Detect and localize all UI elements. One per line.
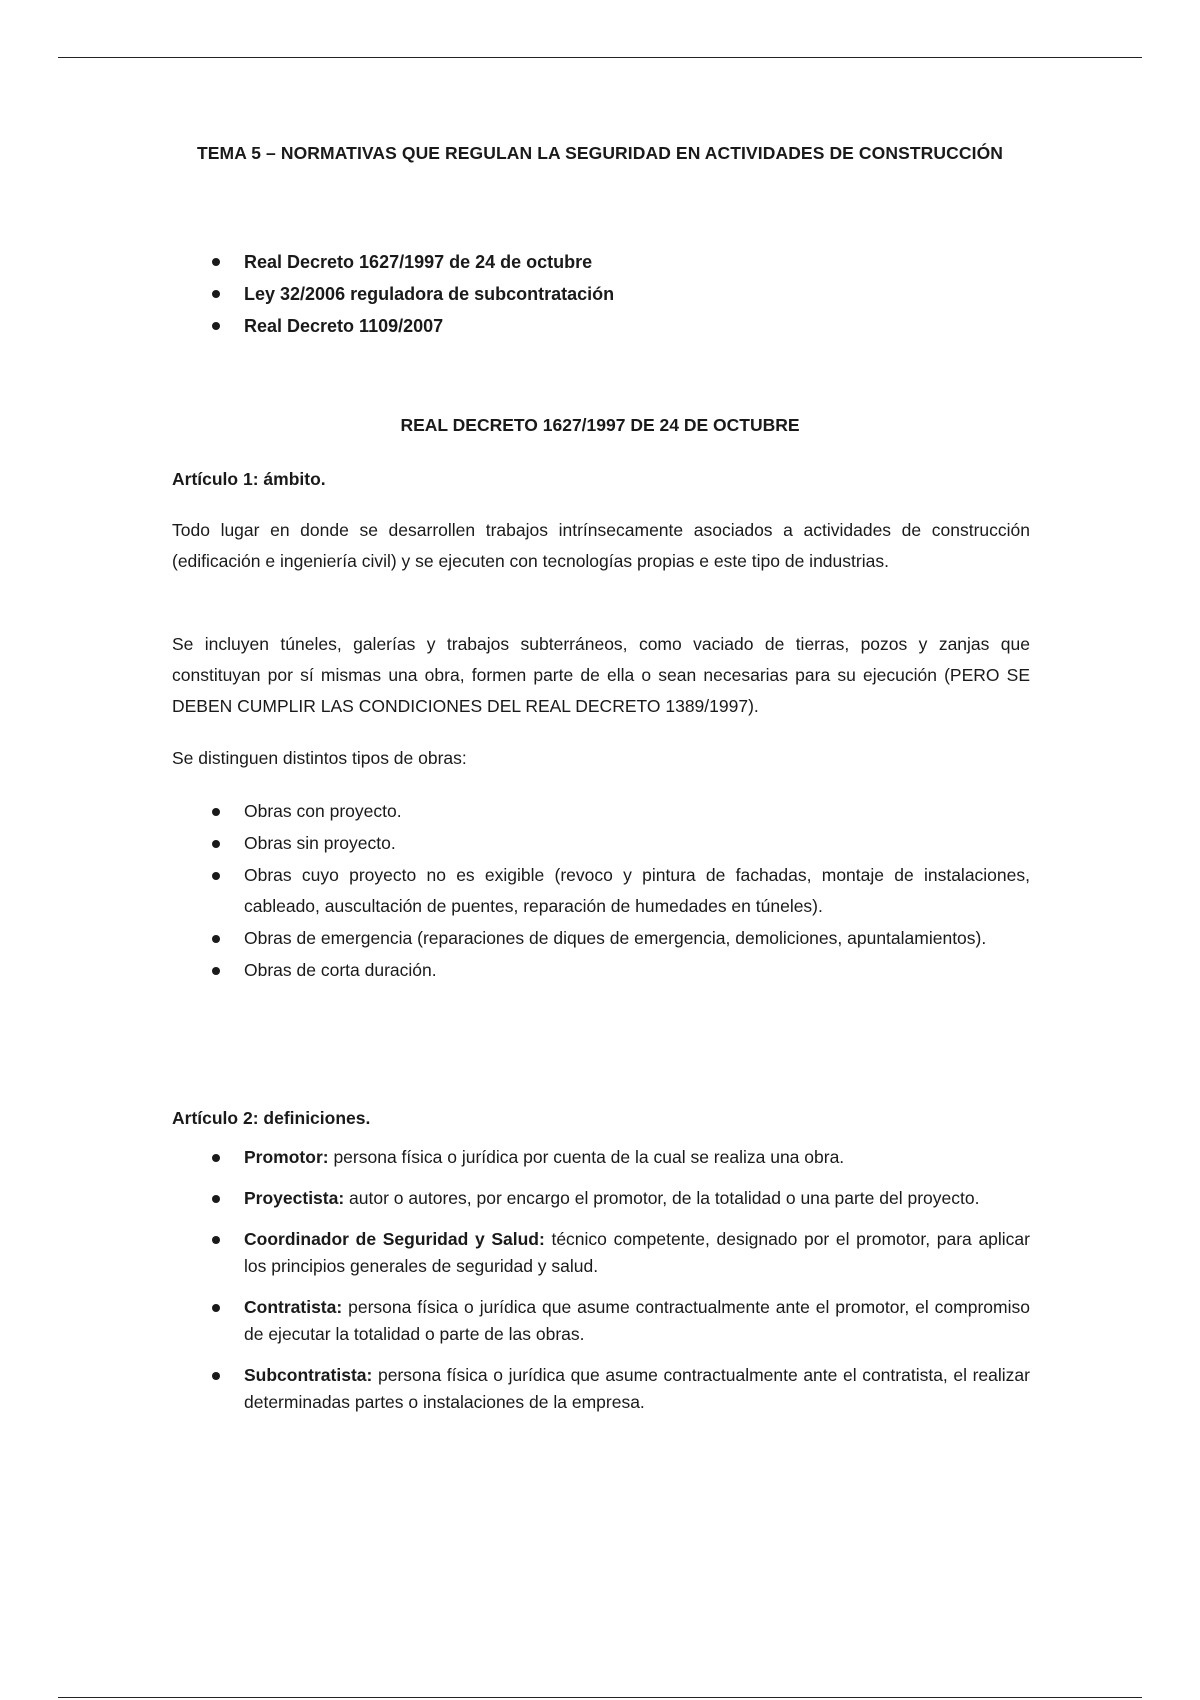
page-title: TEMA 5 – NORMATIVAS QUE REGULAN LA SEGURIDAD EN ACTIVIDADES DE CONSTRUCCIÓN (196, 143, 1004, 163)
top-rule (58, 57, 1142, 58)
definition-text: persona física o jurídica que asume contractualmente ante el contratista, el realizar determinadas partes o instalaciones de la empresa. (244, 1365, 1030, 1412)
article1-paragraph-3: Se distinguen distintos tipos de obras: (172, 748, 467, 768)
definition-term: Promotor: (244, 1147, 329, 1167)
definition-text: persona física o jurídica que asume contractualmente ante el promotor, el compromiso de ejecutar la totalidad o parte de las obras. (244, 1297, 1030, 1344)
bullet-icon (212, 1372, 220, 1380)
list-item: Obras cuyo proyecto no es exigible (revoco y pintura de fachadas, montaje de instalaciones, cableado, auscultación de puentes, reparación de humedades en túneles). (172, 860, 1030, 922)
bullet-icon (212, 1195, 220, 1203)
definition-text: técnico competente, designado por el promotor, para aplicar los principios generales de seguridad y salud. (244, 1229, 1030, 1276)
bullet-icon (212, 935, 220, 943)
article1-heading: Artículo 1: ámbito. (172, 469, 326, 489)
section-title: REAL DECRETO 1627/1997 DE 24 DE OCTUBRE (400, 415, 800, 435)
list-item: Real Decreto 1109/2007 (172, 310, 614, 342)
bullet-icon (212, 840, 220, 848)
list-item: Ley 32/2006 reguladora de subcontratación (172, 278, 614, 310)
bullet-icon (212, 808, 220, 816)
bullet-icon (212, 967, 220, 975)
list-item: Obras con proyecto. (172, 796, 1030, 827)
definition-item (172, 1362, 1030, 1416)
definition-item (172, 1185, 1030, 1212)
definition-term: Contratista: (244, 1297, 343, 1317)
definition-text: autor o autores, por encargo el promotor, de la totalidad o una parte del proyecto. (344, 1188, 980, 1208)
definitions-list (172, 1144, 1030, 1430)
article2-heading: Artículo 2: definiciones. (172, 1108, 371, 1128)
list-item: Real Decreto 1627/1997 de 24 de octubre (172, 246, 614, 278)
bullet-icon (212, 258, 220, 266)
bullet-icon (212, 290, 220, 298)
bullet-icon (212, 872, 220, 880)
definition-item (172, 1294, 1030, 1348)
bullet-icon (212, 1304, 220, 1312)
bottom-rule (58, 1697, 1142, 1698)
article1-paragraph-2: Se incluyen túneles, galerías y trabajos subterráneos, como vaciado de tierras, pozos y zanjas que constituyan por sí mismas una obra, formen parte de ella o sean necesarias para su ejecución (PERO SE DEBEN CUMPLIR LAS CONDICIONES DEL REAL DECRETO 1389/1997). (172, 634, 1030, 716)
definition-text: persona física o jurídica por cuenta de la cual se realiza una obra. (328, 1147, 845, 1167)
works-types-list (172, 796, 1030, 987)
bullet-icon (212, 322, 220, 330)
definition-term: Subcontratista: (244, 1365, 373, 1385)
definition-item (172, 1144, 1030, 1171)
definition-item (172, 1226, 1030, 1280)
list-item: Obras de emergencia (reparaciones de diques de emergencia, demoliciones, apuntalamientos). (172, 923, 1030, 954)
bullet-icon (212, 1154, 220, 1162)
list-item: Obras de corta duración. (172, 955, 1030, 986)
laws-list (172, 246, 614, 342)
list-item: Obras sin proyecto. (172, 828, 1030, 859)
article1-paragraph-1: Todo lugar en donde se desarrollen trabajos intrínsecamente asociados a actividades de construcción (edificación e ingeniería civil) y se ejecuten con tecnologías propias e este tipo de industrias. (172, 520, 1030, 571)
definition-term: Proyectista: (244, 1188, 345, 1208)
definition-term: Coordinador de Seguridad y Salud: (244, 1229, 545, 1249)
bullet-icon (212, 1236, 220, 1244)
